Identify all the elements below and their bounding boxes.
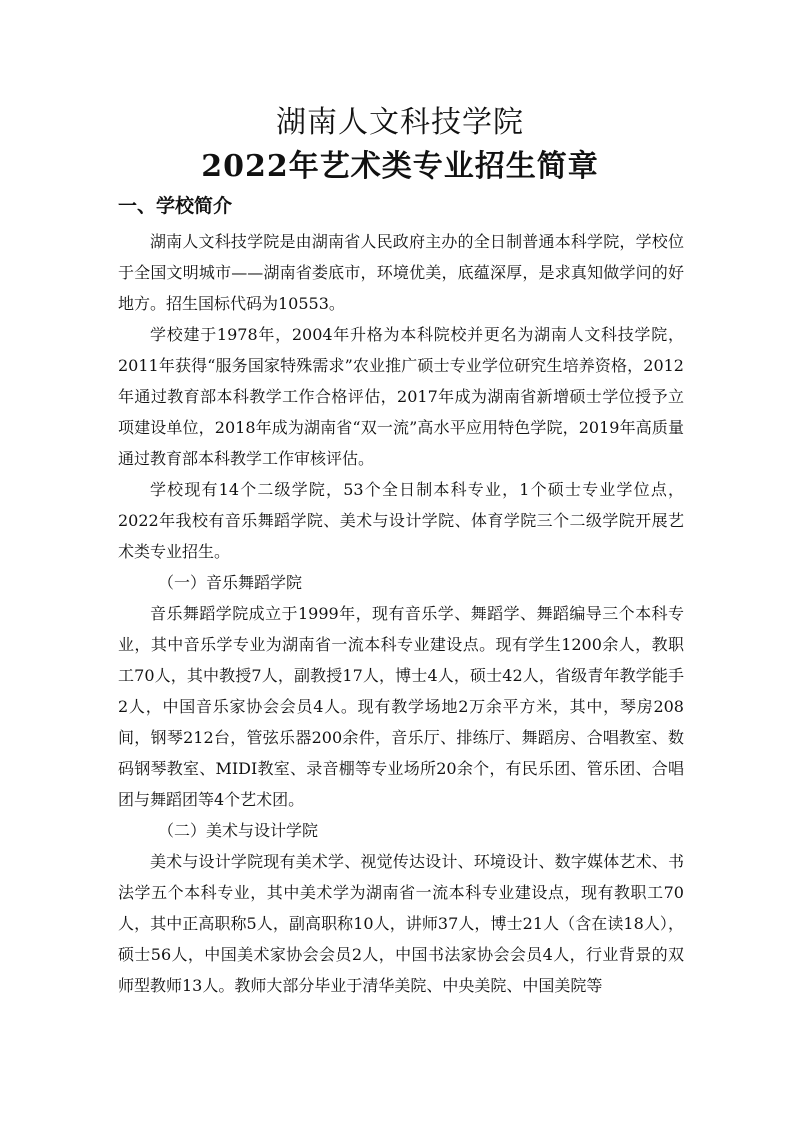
paragraph-intro: 湖南人文科技学院是由湖南省人民政府主办的全日制普通本科学院，学校位于全国文明城市——湖南省娄底市，环境优美，底蕴深厚，是求真知做学问的好地方。招生国标代码为10553。 <box>118 232 684 313</box>
subheading-art-design: （二）美术与设计学院 <box>158 821 319 840</box>
paragraph-colleges: 学校现有14个二级学院，53个全日制本科专业，1个硕士专业学位点，2022年我校有音乐舞蹈学院、美术与设计学院、体育学院三个二级学院开展艺术类专业招生。 <box>118 480 684 561</box>
paragraph-history: 学校建于1978年，2004年升格为本科院校并更名为湖南人文科技学院，2011年获得“服务国家特殊需求”农业推广硕士专业学位研究生培养资格，2012年通过教育部本科教学工作合格评估，2017年成为湖南省新增硕士学位授予立项建设单位，2018年成为湖南省“双一流”高水平应用特色学院，2019年高质量通过教育部本科教学工作审核评估。 <box>118 325 684 468</box>
subheading-music-dance: （一）音乐舞蹈学院 <box>158 573 303 592</box>
document-body <box>118 226 684 1001</box>
paragraph-art-design: 美术与设计学院现有美术学、视觉传达设计、环境设计、数字媒体艺术、书法学五个本科专业，其中美术学为湖南省一流本科专业建设点，现有教职工70人，其中正高职称5人，副高职称10人，讲师37人，博士21人（含在读18人），硕士56人，中国美术家协会会员2人，中国书法家协会会员4人，行业背景的双师型教师13人。教师大部分毕业于清华美院、中央美院、中国美院等 <box>118 852 684 995</box>
section-heading-school-intro: 一、学校简介 <box>118 195 233 217</box>
paragraph-music-dance: 音乐舞蹈学院成立于1999年，现有音乐学、舞蹈学、舞蹈编导三个本科专业，其中音乐学专业为湖南省一流本科专业建设点。现有学生1200余人，教职工70人，其中教授7人，副教授17人，博士4人，硕士42人，省级青年教学能手2人，中国音乐家协会会员4人。现有教学场地2万余平方米，其中，琴房208间，钢琴212台，管弦乐器200余件，音乐厅、排练厅、舞蹈房、合唱教室、数码钢琴教室、MIDI教室、录音棚等专业场所20余个，有民乐团、管乐团、合唱团与舞蹈团等4个艺术团。 <box>118 604 684 809</box>
document-subtitle: 2022年艺术类专业招生简章 <box>201 149 599 184</box>
document-title: 湖南人文科技学院 <box>276 105 524 140</box>
